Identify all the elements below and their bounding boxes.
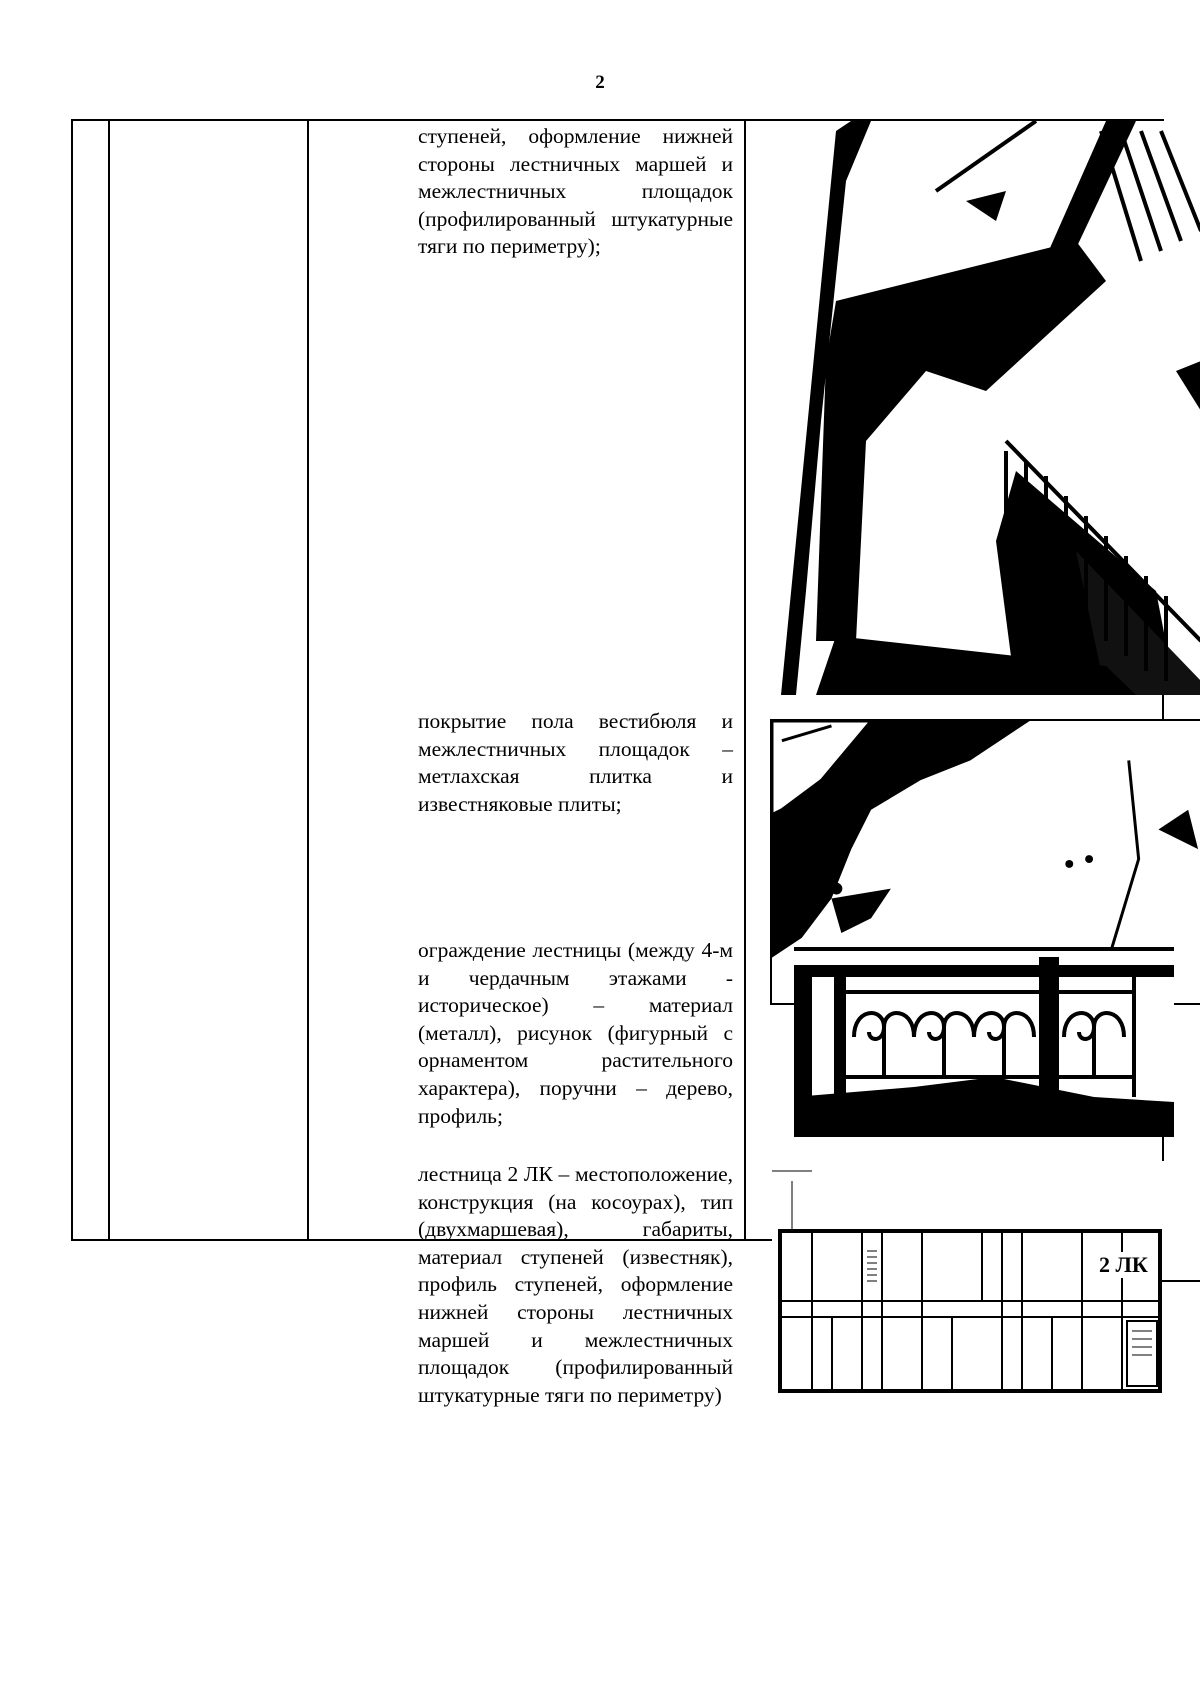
column-divider xyxy=(108,121,110,1239)
floor-plan-label: 2 ЛК xyxy=(1099,1252,1148,1277)
table-cell-text: ограждение лестницы (между 4-м и чердачным этажами - историческое) – материал (металл), рисунок (фигурный с орнаментом растительного характера), поручни – дерево, профиль; xyxy=(418,938,733,1128)
railing-photo xyxy=(794,947,1174,1137)
table-cell-text: лестница 2 ЛК – местоположение, конструкция (на косоурах), тип (двухмаршевая), габариты, материал ступеней (известняк), профиль ступеней, оформление нижней стороны лестничных маршей и межлестничных площадок (профилированный штукатурные тяги по периметру) xyxy=(418,1162,733,1407)
protection-subject-table xyxy=(71,119,1164,1407)
column-divider xyxy=(307,121,309,1239)
floor-plan xyxy=(772,1161,1200,1423)
column-divider xyxy=(744,121,746,1239)
table-cell-text: покрытие пола вестибюля и межлестничных площадок – метлахская плитка и известняковые плиты; xyxy=(418,709,733,816)
staircase-photo xyxy=(776,121,1200,695)
table-cell-text: ступеней, оформление нижней стороны лестничных маршей и межлестничных площадок (профилированный штукатурные тяги по периметру); xyxy=(418,124,733,259)
page-number: 2 xyxy=(595,72,605,93)
